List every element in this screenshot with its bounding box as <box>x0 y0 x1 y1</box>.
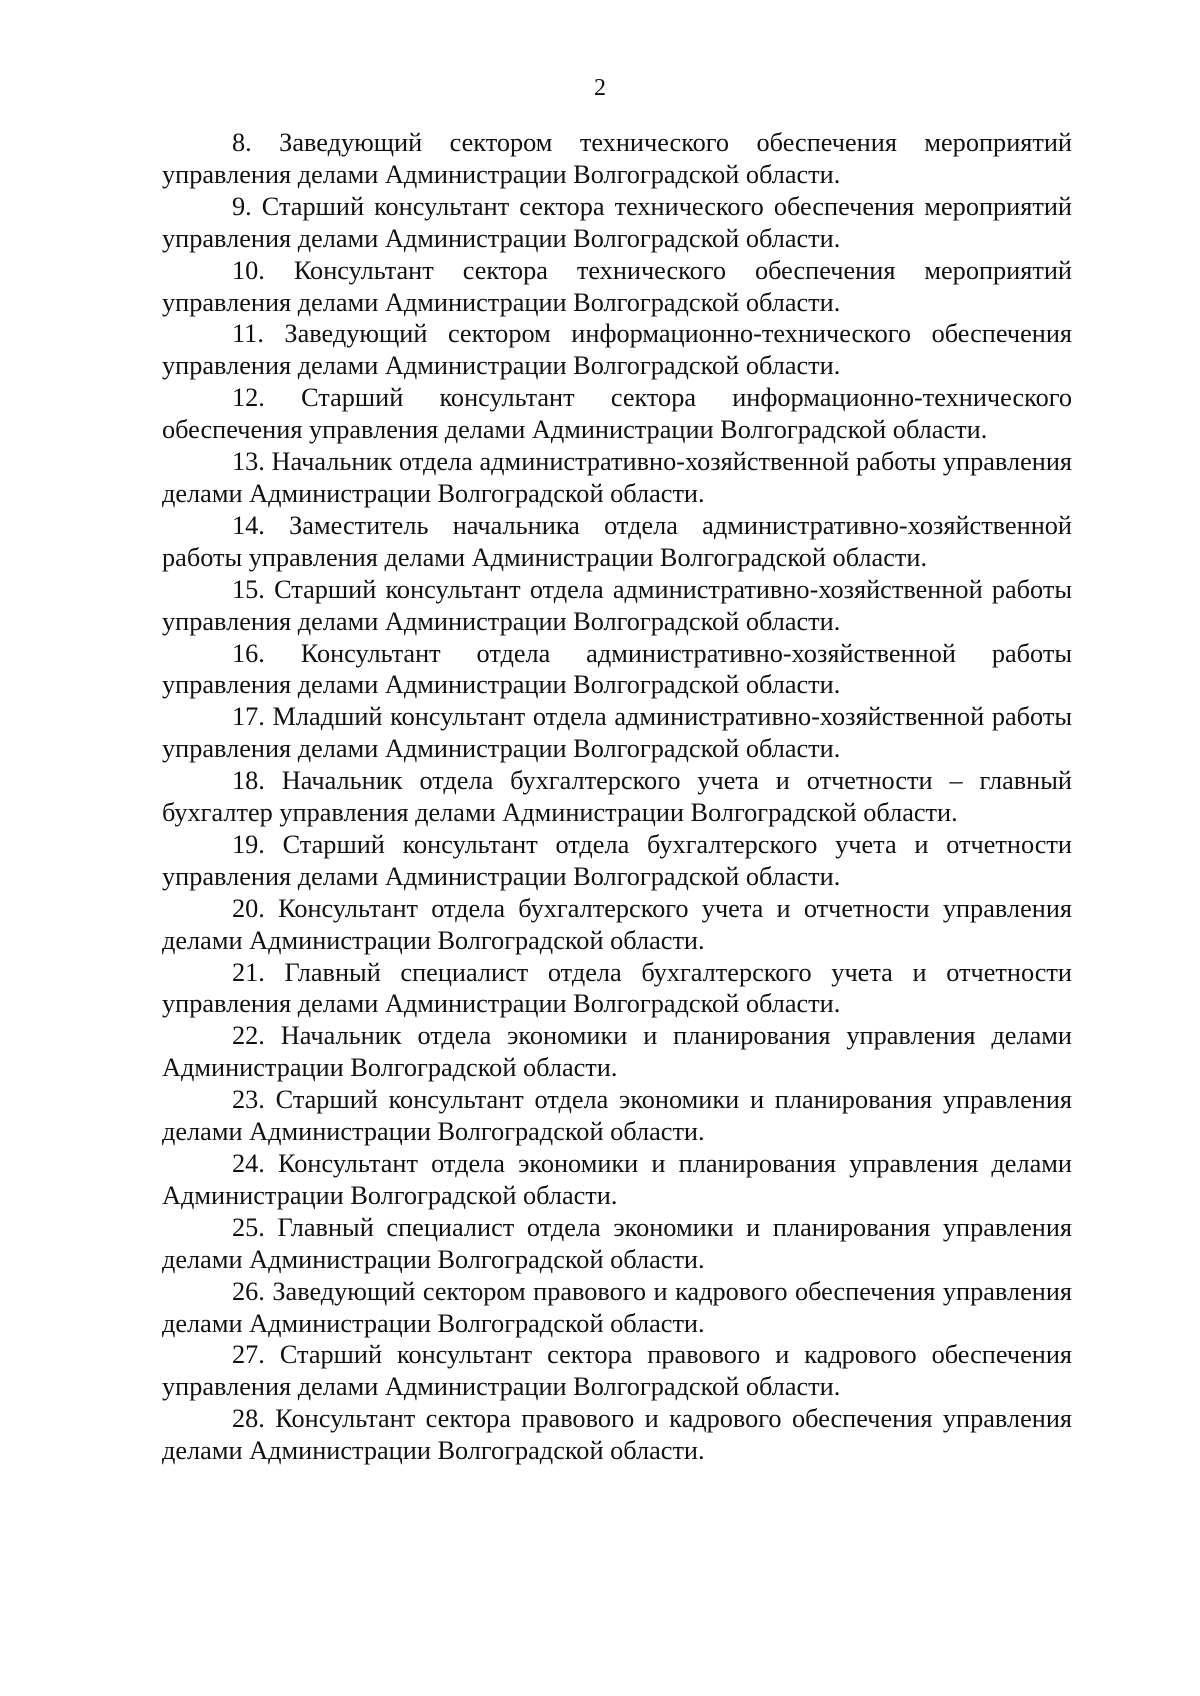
list-item: 21. Главный специалист отдела бухгалтерского учета и отчетности управления делами Администрации Волгоградской области. <box>162 957 1072 1019</box>
list-item: 20. Консультант отдела бухгалтерского учета и отчетности управления делами Администрации Волгоградской области. <box>162 893 1072 955</box>
list-item: 16. Консультант отдела административно-хозяйственной работы управления делами Администрации Волгоградской области. <box>162 638 1072 700</box>
list-item: 13. Начальник отдела административно-хозяйственной работы управления делами Администрации Волгоградской области. <box>162 447 1072 508</box>
list-item: 11. Заведующий сектором информационно-технического обеспечения управления делами Администрации Волгоградской области. <box>162 319 1072 381</box>
list-item: 26. Заведующий сектором правового и кадрового обеспечения управления делами Администрации Волгоградской области. <box>162 1276 1072 1338</box>
list-item: 14. Заместитель начальника отдела административно-хозяйственной работы управления делами Администрации Волгоградской области. <box>162 510 1072 572</box>
list-item: 27. Старший консультант сектора правового и кадрового обеспечения управления делами Администрации Волгоградской области. <box>162 1340 1072 1402</box>
list-item: 12. Старший консультант сектора информационно-технического обеспечения управления делами Администрации Волгоградской области. <box>162 383 1072 445</box>
list-item: 19. Старший консультант отдела бухгалтерского учета и отчетности управления делами Администрации Волгоградской области. <box>162 829 1072 891</box>
list-item: 15. Старший консультант отдела административно-хозяйственной работы управления делами Администрации Волгоградской области. <box>162 574 1072 636</box>
page-number: 2 <box>594 75 606 101</box>
list-item: 9. Старший консультант сектора технического обеспечения мероприятий управления делами Администрации Волгоградской области. <box>162 191 1072 253</box>
list-item: 17. Младший консультант отдела административно-хозяйственной работы управления делами Администрации Волгоградской области. <box>162 702 1072 764</box>
list-item: 18. Начальник отдела бухгалтерского учета и отчетности – главный бухгалтер управления делами Администрации Волгоградской области. <box>162 766 1072 828</box>
list-item: 23. Старший консультант отдела экономики и планирования управления делами Администрации Волгоградской области. <box>162 1085 1072 1147</box>
position-list <box>162 127 1072 1467</box>
list-item: 25. Главный специалист отдела экономики и планирования управления делами Администрации Волгоградской области. <box>162 1212 1072 1274</box>
list-item: 10. Консультант сектора технического обеспечения мероприятий управления делами Администрации Волгоградской области. <box>162 255 1072 317</box>
list-item: 8. Заведующий сектором технического обеспечения мероприятий управления делами Администрации Волгоградской области. <box>162 128 1072 189</box>
list-item: 28. Консультант сектора правового и кадрового обеспечения управления делами Администрации Волгоградской области. <box>162 1404 1072 1466</box>
list-item: 24. Консультант отдела экономики и планирования управления делами Администрации Волгоградской области. <box>162 1149 1072 1210</box>
list-item: 22. Начальник отдела экономики и планирования управления делами Администрации Волгоградской области. <box>162 1021 1072 1083</box>
